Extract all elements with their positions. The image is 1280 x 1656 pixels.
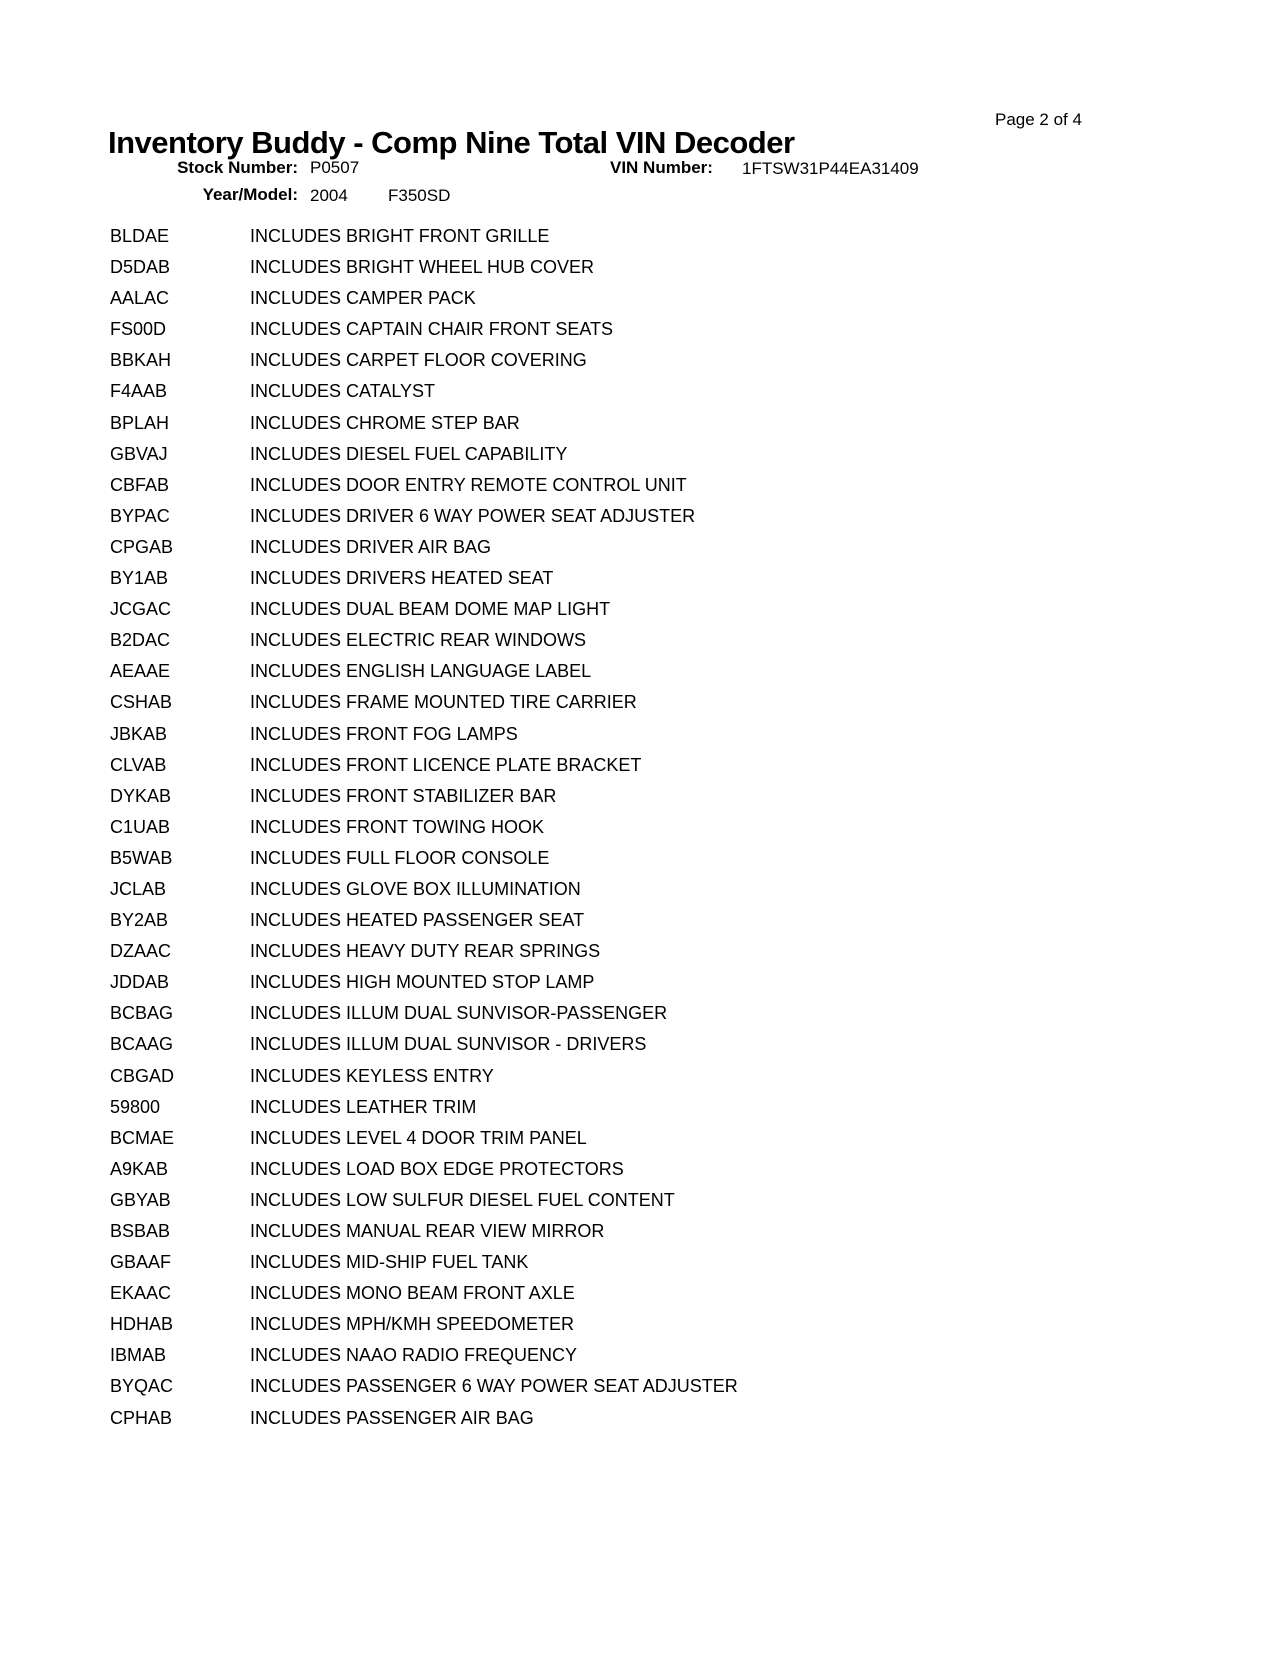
option-code: DZAAC: [110, 941, 172, 962]
option-code: BSBAB: [110, 1221, 171, 1241]
option-code: B5WAB: [110, 847, 173, 868]
option-row: [110, 408, 1240, 439]
option-description: INCLUDES MPH/KMH SPEEDOMETER: [250, 1314, 575, 1335]
option-description: INCLUDES CATALYST: [250, 381, 436, 402]
option-code: BBKAH: [110, 350, 172, 371]
option-row: [110, 1154, 1240, 1185]
option-row: [110, 625, 1240, 656]
option-code: CLVAB: [110, 754, 167, 775]
option-description: INCLUDES LOW SULFUR DIESEL FUEL CONTENT: [250, 1189, 675, 1210]
option-description: INCLUDES FRONT FOG LAMPS: [250, 723, 518, 744]
option-code: BYQAC: [110, 1376, 174, 1397]
option-row: [110, 656, 1240, 687]
option-description: INCLUDES HEATED PASSENGER SEAT: [250, 910, 585, 931]
option-row: [110, 345, 1240, 376]
option-row: [110, 719, 1240, 750]
option-description: INCLUDES FRONT TOWING HOOK: [250, 816, 545, 837]
option-description: INCLUDES MID-SHIP FUEL TANK: [250, 1252, 529, 1273]
option-code: BYPAC: [110, 505, 170, 526]
option-row: [110, 781, 1240, 812]
model-value: F350SD: [388, 186, 451, 205]
option-row: [110, 283, 1240, 314]
option-row: [110, 252, 1240, 283]
option-code: C1UAB: [110, 816, 171, 837]
option-code: BY1AB: [110, 568, 169, 589]
option-code: CBFAB: [110, 474, 170, 495]
option-code: CBGAD: [110, 1065, 175, 1086]
option-row: [110, 687, 1240, 718]
option-row: [110, 1061, 1240, 1092]
option-description: INCLUDES FRAME MOUNTED TIRE CARRIER: [250, 692, 637, 713]
option-code: EKAAC: [110, 1283, 172, 1304]
option-row: [110, 998, 1240, 1029]
option-code: GBVAJ: [110, 443, 168, 464]
option-description: INCLUDES CARPET FLOOR COVERING: [250, 350, 587, 371]
option-description: INCLUDES DUAL BEAM DOME MAP LIGHT: [250, 599, 611, 620]
option-code: BCMAE: [110, 1127, 175, 1148]
option-row: [110, 221, 1240, 252]
option-row: [110, 967, 1240, 998]
stock-number-value: P0507: [310, 158, 360, 177]
option-row: [110, 812, 1240, 843]
option-description: INCLUDES FULL FLOOR CONSOLE: [250, 847, 550, 868]
vin-number-value: 1FTSW31P44EA31409: [742, 159, 919, 178]
option-row: [110, 905, 1240, 936]
option-code: DYKAB: [110, 785, 172, 806]
option-description: INCLUDES FRONT STABILIZER BAR: [250, 785, 557, 806]
option-description: INCLUDES FRONT LICENCE PLATE BRACKET: [250, 754, 642, 775]
option-description: INCLUDES HEAVY DUTY REAR SPRINGS: [250, 941, 601, 962]
option-code: BPLAH: [110, 412, 170, 433]
option-row: [110, 1123, 1240, 1154]
option-code: CSHAB: [110, 692, 173, 713]
option-row: [110, 1216, 1240, 1247]
option-row: [110, 470, 1240, 501]
option-code: GBAAF: [110, 1252, 172, 1273]
option-description: INCLUDES PASSENGER 6 WAY POWER SEAT ADJUSTER: [250, 1376, 738, 1397]
option-description: INCLUDES DIESEL FUEL CAPABILITY: [250, 443, 568, 464]
option-description: INCLUDES CAMPER PACK: [250, 288, 476, 309]
option-code: BCBAG: [110, 1003, 174, 1024]
option-row: [110, 1403, 1240, 1434]
option-code: A9KAB: [110, 1158, 169, 1179]
option-row: [110, 1092, 1240, 1123]
option-description: INCLUDES CAPTAIN CHAIR FRONT SEATS: [250, 319, 614, 340]
option-code: F4AAB: [110, 381, 168, 402]
option-row: [110, 501, 1240, 532]
option-row: [110, 1185, 1240, 1216]
option-code: JDDAB: [110, 972, 170, 993]
option-code: GBYAB: [110, 1189, 171, 1210]
option-row: [110, 314, 1240, 345]
page-indicator: Page 2 of 4: [995, 110, 1082, 129]
option-code: D5DAB: [110, 257, 171, 278]
option-description: INCLUDES ILLUM DUAL SUNVISOR - DRIVERS: [250, 1034, 647, 1055]
option-description: INCLUDES GLOVE BOX ILLUMINATION: [250, 878, 581, 899]
option-row: [110, 750, 1240, 781]
option-code: IBMAB: [110, 1345, 167, 1366]
option-code: BY2AB: [110, 910, 169, 931]
page-title: Inventory Buddy - Comp Nine Total VIN Decoder: [108, 124, 795, 160]
option-row: [110, 1371, 1240, 1402]
option-description: INCLUDES CHROME STEP BAR: [250, 412, 520, 433]
option-description: INCLUDES PASSENGER AIR BAG: [250, 1407, 534, 1428]
vin-number-label: VIN Number:: [610, 158, 713, 177]
option-description: INCLUDES ILLUM DUAL SUNVISOR-PASSENGER: [250, 1003, 668, 1024]
option-code: B2DAC: [110, 630, 171, 651]
option-code: HDHAB: [110, 1314, 174, 1335]
option-row: [110, 532, 1240, 563]
option-description: INCLUDES BRIGHT WHEEL HUB COVER: [250, 257, 595, 278]
option-row: [110, 843, 1240, 874]
option-code: 59800: [110, 1096, 161, 1117]
option-code: CPGAB: [110, 536, 174, 557]
year-value: 2004: [310, 186, 348, 205]
option-row: [110, 1029, 1240, 1060]
option-code: JCGAC: [110, 599, 172, 620]
option-row: [110, 1278, 1240, 1309]
option-list: [110, 221, 1240, 1434]
option-code: CPHAB: [110, 1407, 173, 1428]
option-description: INCLUDES HIGH MOUNTED STOP LAMP: [250, 972, 595, 993]
option-description: INCLUDES MONO BEAM FRONT AXLE: [250, 1283, 575, 1304]
option-description: INCLUDES BRIGHT FRONT GRILLE: [250, 226, 550, 246]
option-description: INCLUDES LEVEL 4 DOOR TRIM PANEL: [250, 1127, 587, 1148]
option-description: INCLUDES DRIVER AIR BAG: [250, 536, 492, 557]
option-description: INCLUDES DOOR ENTRY REMOTE CONTROL UNIT: [250, 474, 687, 495]
option-row: [110, 376, 1240, 407]
option-row: [110, 1309, 1240, 1340]
option-description: INCLUDES NAAO RADIO FREQUENCY: [250, 1345, 578, 1366]
option-code: JCLAB: [110, 878, 167, 899]
option-code: AEAAE: [110, 661, 171, 682]
option-description: INCLUDES ENGLISH LANGUAGE LABEL: [250, 661, 592, 682]
option-code: FS00D: [110, 319, 167, 340]
stock-number-label: Stock Number:: [177, 158, 298, 177]
option-row: [110, 563, 1240, 594]
option-code: BLDAE: [110, 226, 170, 246]
option-code: AALAC: [110, 288, 170, 309]
option-description: INCLUDES DRIVER 6 WAY POWER SEAT ADJUSTER: [250, 505, 696, 526]
option-row: [110, 594, 1240, 625]
option-description: INCLUDES LOAD BOX EDGE PROTECTORS: [250, 1158, 624, 1179]
option-description: INCLUDES MANUAL REAR VIEW MIRROR: [250, 1221, 605, 1241]
option-row: [110, 936, 1240, 967]
option-description: INCLUDES DRIVERS HEATED SEAT: [250, 568, 554, 589]
option-row: [110, 439, 1240, 470]
option-code: JBKAB: [110, 723, 168, 744]
option-description: INCLUDES LEATHER TRIM: [250, 1096, 477, 1117]
option-row: [110, 1340, 1240, 1371]
option-row: [110, 874, 1240, 905]
option-code: BCAAG: [110, 1034, 174, 1055]
option-description: INCLUDES ELECTRIC REAR WINDOWS: [250, 630, 587, 651]
option-description: INCLUDES KEYLESS ENTRY: [250, 1065, 494, 1086]
year-model-label: Year/Model:: [202, 185, 298, 204]
option-row: [110, 1247, 1240, 1278]
